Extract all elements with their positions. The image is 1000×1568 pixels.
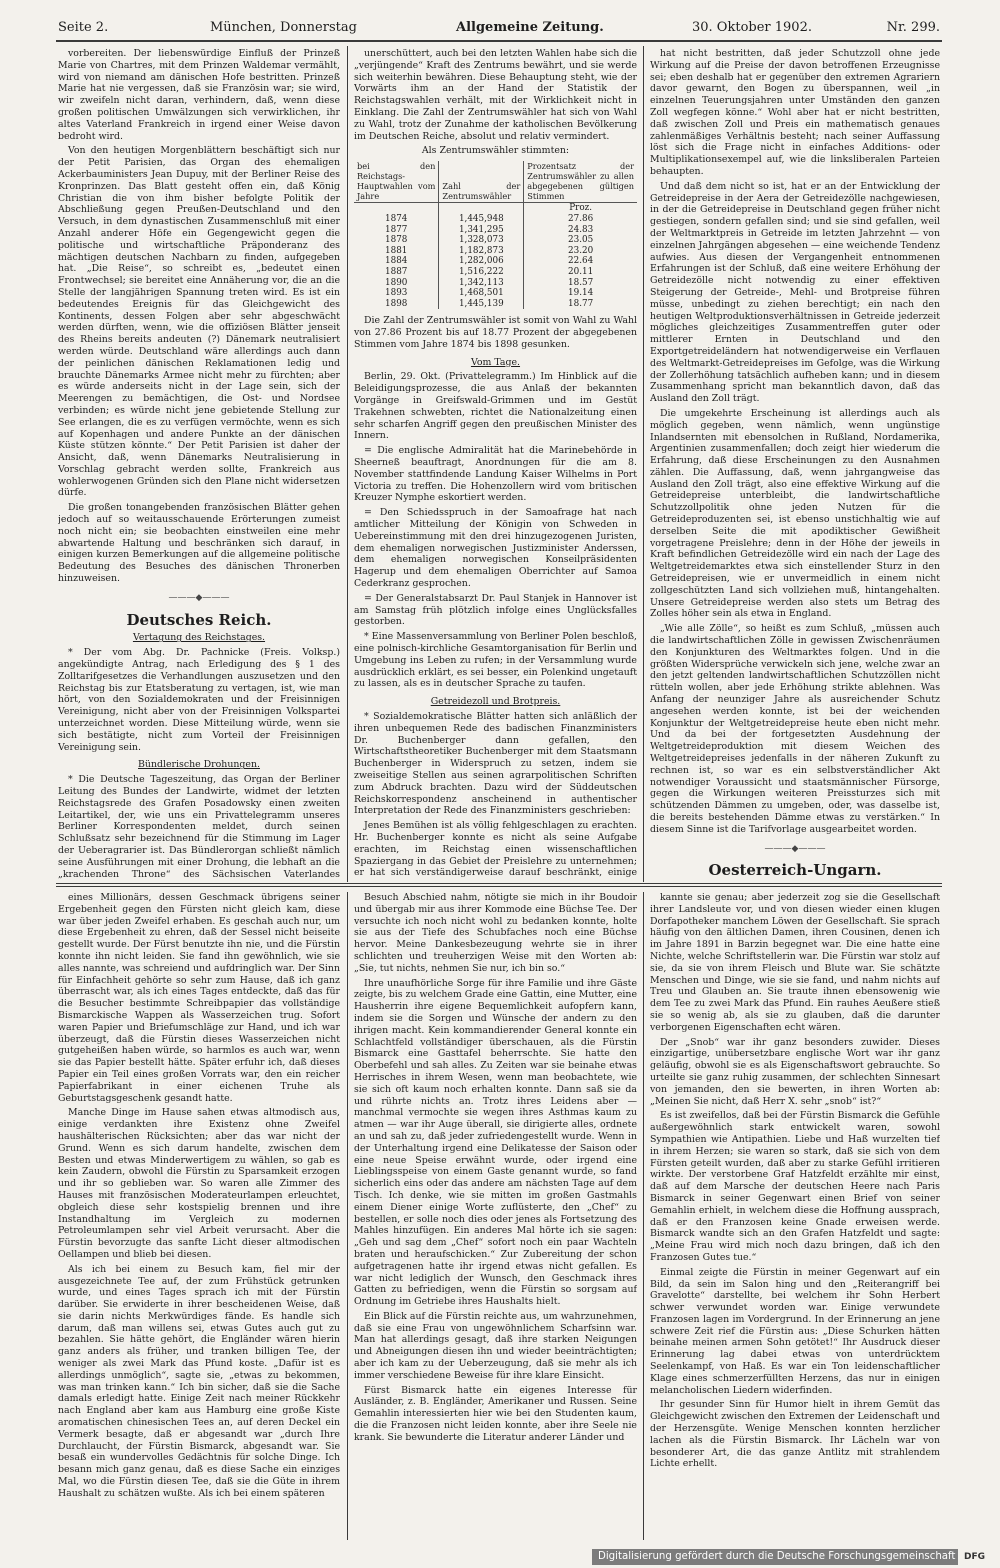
column-divider [347,46,348,882]
digitization-credit: Digitalisierung gefördert durch die Deutsche Forschungsgemeinschaft [592,1549,958,1565]
paragraph: eines Millionärs, dessen Geschmack übrigens seiner Ergebenheit gegen den Fürsten nicht gleich kam, diese war über jeden Zweifel erhaben. Es geschah auch nur, um diese Ergebenheit zu ehren, daß der Sessel nicht beiseite gestellt wurde. Der Fürst benutzte ihn nie, und die Fürstin konnte ihn nicht leiden. Sie fand ihn gewöhnlich, wie sie alles nannte, was schreiend und aufdringlich war. Der Sinn für Einfachheit gehörte so sehr zum Hause, daß ich ganz überrascht war, als ich eines Tages entdeckte, daß das für die Besucher bestimmte Schreibpapier das vollständige Bismarckische Wappen als Wasserzeichen trug. Sofort waren Papier und Briefumschläge zur Hand, und ich war überzeugt, daß die Fürstin dieses Wasserzeichen nicht gutgeheißen haben würde, so harmlos es auch war, wenn sie das Papier bestellt hätte. Später erfuhr ich, daß dieses Papier ein Teil eines großen Vorrats war, den ein reicher Papierfabrikant in einer eichenen Truhe als Geburtstagsgeschenk gesandt hatte. [58,892,340,1104]
section-ornament: ———◆——— [168,592,230,603]
table-cell: 1,182,873 [439,246,524,257]
feuilleton-column-3 [650,892,940,1540]
table-cell: 1,468,501 [439,288,524,299]
subheading: Getreidezoll und Brotpreis. [430,696,561,708]
table-cell: 23.05 [568,235,594,246]
table-row [354,225,637,236]
page-header [58,20,940,38]
paragraph: Von den heutigen Morgenblättern beschäftigt sich nur der Petit Parisien, das Organ des ehemaligen Ackerbauministers Jean Dupuy, mit der Berliner Reise des Kronprinzen. Das Blatt gesteht offen ein, daß König Christian die von ihm bisher befolgte Politik der Abschließung gegen Preußen-Deutschland und den Versuch, in dem dynastischen Zusammenschluß mit einer Anzahl anderer Höfe ein Gegengewicht gegen die politische und wirtschaftliche Präponderanz des mächtigen deutschen Nachbarn zu finden, aufgegeben hat. „Die Reise“, so schreibt es, „bedeutet einen Frontwechsel; sie bereitet eine Annäherung vor, die an die Stelle der langjährigen Spannung treten wird. Es ist ein bedeutendes Ereignis für das Gleichgewicht des Kontinents, dessen Folgen aber sehr abgeschwächt werden dürften, wenn, wie die offiziösen Blätter jenseit des Rheins bereits andeuten (?) Dänemark neutralisiert werden würde. Deutschland wäre allerdings auch dann der peinlichen dänischen Reklamationen ledig und brauchte Dänemarks Armee nicht mehr zu fürchten; aber es würde anderseits nicht in der Lage sein, sich der Meerengen zu bemächtigen, die Ost- und Nordsee verbinden; es würde nicht jene gebietende Stellung zur See erlangen, die es zu verfügen vermöchte, wenn es sich auf Kopenhagen und andere Punkte an der dänischen Küste stützen könnte.“ Der Petit Parisien ist daher der Ansicht, daß, wenn Dänemarks Neutralisierung in Vorschlag gebracht werden sollte, Frankreich aus wohlerwogenen Gründen sich den Plane nicht widersetzen dürfe. [58,145,340,499]
table-row [354,246,637,257]
paragraph: Einmal zeigte die Fürstin in meiner Gegenwart auf ein Bild, da sein im Salon hing und den „Reiterangriff bei Gravelotte“ darstellte, bei welchem ihr Sohn Herbert schwer verwundet worden war. Einige verwundete Franzosen lagen im Vordergrund. In der Erinnerung an jene schwere Zeit rief die Fürstin aus: „Diese Schurken hätten beinahe meinen armen Sohn getötet!“ Ihr Ausdruck dieser Erinnerung lag dabei etwas von unterdrücktem Seelenkampf, von Haß. Es war ein Ton leidenschaftlicher Klage eines schmerzerfüllten Herzens, das nur in einigen melancholischen Liedern widerfinden. [650,1266,940,1396]
paragraph: kannte sie genau; aber jederzeit zog sie die Gesellschaft ihrer Landsleute vor, und von diesen wieder einen klugen Dorfapotheker manchem Löwen der Gesellschaft. Sie sprach häufig von den ältlichen Damen, ihren Cousinen, denen ich im Jahre 1891 in Barzin begegnet war. Die eine hatte eine Nichte, welche Schriftstellerin war. Die Fürstin war stolz auf sie, da sie von ihrem Fleisch und Blute war. Sie schätzte Menschen und Dinge, wie sie sie fand, und nahm nichts auf Treu und Glauben an. Sie traute ihnen ebensowenig wie dem Tee zu zwei Mark das Pfund. Ein rauhes Aeußere stieß sie so wenig ab, als sie zu glauben, daß die darunter verborgenen Eigenschaften echt wären. [650,892,940,1033]
page-number: Seite 2. [58,20,109,35]
subheading: Bündlerische Drohungen. [138,759,260,771]
paragraph: * Eine Massenversammlung von Berliner Polen beschloß, eine polnisch-kirchliche Gesamtorganisation für Berlin und Umgebung ins Leben zu rufen; in der Versammlung wurde ausdrücklich erklärt, es sei besser, ein Polenkind ungetauft zu lassen, als es in deutscher Sprache zu taufen. [354,631,637,690]
voter-table [354,161,637,309]
newspaper-title: Allgemeine Zeitung. [456,20,604,35]
table-header: Prozentsatz der Zentrumswähler zu allen abgegebenen gültigen Stimmen [524,161,637,203]
table-cell: 1,445,948 [439,214,524,225]
table-cell: 1,342,113 [439,278,524,289]
table-cell: 1,445,139 [439,299,524,310]
table-row [354,256,637,267]
column-divider [643,892,644,1540]
paragraph: Als ich bei einem zu Besuch kam, fiel mir der ausgezeichnete Tee auf, der zum Frühstück getrunken wurde, und eines Tages sprach ich mit der Fürstin darüber. Sie erwiderte in ihrer bescheidenen Weise, daß sie darin nichts Merkwürdiges fände. Es handle sich darum, daß man willens sei, etwas Gutes auch gut zu bezahlen. Sie hätte gehört, die Engländer wären hierin ganz anders als früher, und tranken billigen Tee, der weniger als zwei Mark das Pfund koste. „Dafür ist es allerdings unmöglich“, sagte sie, „etwas zu bekommen, was man trinken kann.“ Ich bin sicher, daß sie die Sache damals erledigt hatte. Einige Zeit nach meiner Rückkehr nach England aber kam aus Hamburg eine große Kiste aromatischen chinesischen Tees an, auf deren Deckel ein Vermerk besagte, daß er abgesandt war „durch Ihre Durchlaucht, der Fürstin Bismarck, abgesandt war. Sie besaß ein wundervolles Gedächtnis für solche Dinge. Ich besann mich ganz genau, daß es diese Sache ein einziges Mal, wo die Fürstin diesen Tee, daß sie die Güte in ihrem Haushalt zu schätzen wußte. Als ich bei einem späteren [58,1263,340,1499]
paragraph: Es ist zweifellos, daß bei der Fürstin Bismarck die Gefühle außergewöhnlich stark entwickelt waren, sowohl Sympathien wie Antipathien. Liebe und Haß wurzelten tief in ihrem Herzen; sie waren so stark, daß sie sich von dem Fürsten geteilt wurden, daß aber zu starke Gefühl irritieren wirkte. Der verstorbene Graf Hatzfeldt erzählte mir einst, daß auf dem Marsche der deutschen Heere nach Paris Bismarck in seiner Gegenwart einen Brief von seiner Gemahlin erhielt, in welchem diese die Hoffnung aussprach, daß er den Franzosen keine Gnade erweisen werde. Bismarck wandte sich an den Grafen Hatzfeldt und sagte: „Meine Frau wird mich noch dazu bringen, daß ich den Franzosen Gutes tue.“ [650,1110,940,1263]
paragraph: vorbereiten. Der liebenswürdige Einfluß der Prinzeß Marie von Chartres, mit dem Prinzen Waldemar vermählt, wird von niemand am dänischen Hofe bestritten. Prinzeß Marie hat nie vergessen, daß sie Französin war; sie wird, wir zweifeln nicht daran, verhindern, daß, wenn diese großen politischen Umwälzungen sich verwirklichen, ihr altes Vaterland Frankreich in irgend einer Weise davon bedroht wird. [58,48,340,142]
paragraph: Ihr gesunder Sinn für Humor hielt in ihrem Gemüt das Gleichgewicht zwischen den Extremen der Leidenschaft und der Herzensgüte. Wenige Menschen konnten herzlicher lachen als die Fürstin Bismarck. Ihr Lächeln war von besonderer Art, die das ganze Antlitz mit strahlendem Lichte erhellt. [650,1399,940,1470]
table-cell: 1887 [354,267,439,278]
table-cell: 27.86 [568,213,594,224]
table-header: Zahl der Zentrumswähler [439,161,524,203]
table-row [354,267,637,278]
section-heading: Deutsches Reich. [126,610,272,629]
place-day: München, Donnerstag [210,20,357,35]
paragraph: = Den Schiedsspruch in der Samoafrage hat nach amtlicher Mitteilung der Königin von Schweden in Uebereinstimmung mit den drei hinzugezogenen Juristen, dem ehemaligen norwegischen Justizminister Anderssen, dem ehemaligen norwegischen Konseilpräsidenten Hagerup und dem ehemaligen Oberrichter auf Samoa Cederkranz gesprochen. [354,507,637,590]
article-column-2 [354,48,637,880]
paragraph: Der „Snob“ war ihr ganz besonders zuwider. Dieses einzigartige, unübersetzbare englische Wort war ihr ganz geläufig, obwohl sie es als Eigenschaftswort gebrauchte. So urteilte sie ganz ruhig zusammen, der schlechten Sinnesart von jemanden, den sie bewerten, in ihren Worten ab: „Meinen Sie nicht, daß Herr X. sehr „snob“ ist?“ [650,1036,940,1107]
paragraph: * Sozialdemokratische Blätter hatten sich anläßlich der ihren unbequemen Rede des badischen Finanzministers Dr. Buchenberger dann gefallen, den Wirtschaftstheoretiker Buchenberger mit dem Staatsmann Buchenberger in Widerspruch zu setzen, indem sie zweiseitige Stellen aus seinen agrarpolitischen Schriften zum Abdruck brachten. Dazu wird der Süddeutschen Reichskorrespondenz anscheinend in authentischer Interpretation der Rede des Finanzministers geschrieben: [354,711,637,817]
paragraph: hat nicht bestritten, daß jeder Schutzzoll ohne jede Wirkung auf die Preise der davon betroffenen Erzeugnisse sei; eben deshalb hat er gegenüber den extremen Agrariern davor gewarnt, den Bogen zu überspannen, weil „in einzelnen Teuerungsjahren unter Umständen den ganzen Zoll wegfegen könne.“ Wohl aber hat er nicht bestritten, daß zwischen Zoll und Preis ein mathematisch genaues zahlenmäßiges Verhältnis besteht; nach seiner Auffassung löst sich die Frage nicht in einfaches Additions- oder Multiplikationsexempel auf, wie die linksliberalen Parteien behaupten. [650,48,940,177]
article-column-1 [58,48,340,880]
table-row [354,235,637,246]
table-cell: 1,328,073 [439,235,524,246]
paragraph: Besuch Abschied nahm, nötigte sie mich in ihr Boudoir und übergab mir aus ihrer Kommode eine Büchse Tee. Der versuchte ich noch nicht wohl zu bedanken konnte, holte sie aus der Tiefe des Schubfaches noch eine Büchse hervor. Meine Dankesbezeugung wehrte sie in ihrer schlichten und treuherzigen Weise mit den Worten ab: „Sie, tut nichts, nehmen Sie nur, ich bin so.“ [354,892,637,974]
section-heading: Oesterreich-Ungarn. [708,861,882,880]
column-divider [643,46,644,882]
paragraph: unerschüttert, auch bei den letzten Wahlen habe sich die „verjüngende“ Kraft des Zentrums bewährt, und sie werde sich weiterhin bewähren. Diese Behauptung steht, wie der Vorwärts ihm an der Hand der Statistik der Reichstagswahlen verhält, mit der Wirklichkeit nicht in Einklang. Die Zahl der Zentrumswähler hat sich von Wahl zu Wahl, trotz der Zunahme der katholischen Bevölkerung im Deutschen Reiche, absolut und relativ vermindert. [354,48,637,142]
issue-date: 30. Oktober 1902. [692,20,812,35]
table-cell: 1877 [354,225,439,236]
feuilleton-column-1 [58,892,340,1540]
table-cell: 22.64 [568,256,594,267]
table-cell: 1881 [354,246,439,257]
table-cell: 18.57 [568,277,594,288]
paragraph: Die großen tonangebenden französischen Blätter gehen jedoch auf so weitausschauende Erörterungen zumeist noch nicht ein; sie beobachten einstweilen eine mehr abwartende Haltung und beschränken sich darauf, in einigen kurzen Bemerkungen auf die allgemeine politische Bedeutung des Besuches des dänischen Thronerben hinzuweisen. [58,502,340,585]
table-row [354,214,637,225]
table-cell: 19.14 [568,288,594,299]
paragraph: * Der vom Abg. Dr. Pachnicke (Freis. Volksp.) angekündigte Antrag, nach Erledigung des § 1 des Zolltarifgesetzes die Verhandlungen auszusetzen und den Reichstag bis zur Etatsberatung zu vertagen, ist, wie man hört, von den Sozialdemokraten und der Freisinnigen Vereinigung, nicht aber von der Freisinnigen Volkspartei unterzeichnet worden. Diese Mitteilung würde, wenn sie sich bestätigte, nicht zum Vorteil der Freisinnigen Vereinigung sein. [58,647,340,753]
table-header: bei den Reichstags-Hauptwahlen vom Jahre [354,161,439,203]
section-ornament: ———◆——— [764,843,826,854]
paragraph: Berlin, 29. Okt. (Privattelegramm.) Im Hinblick auf die Beleidigungsprozesse, die aus Anlaß der bekannten Vorgänge in Greifswald-Grimmen und im Gestüt Trakehnen schwebten, richtet die Nationalzeitung einen sehr scharfen Angriff gegen den preußischen Minister des Innern. [354,371,637,442]
paragraph: Und daß dem nicht so ist, hat er an der Entwicklung der Getreidepreise in der Aera der Getreidezölle nachgewiesen, in der die Getreidepreise in Deutschland gegen früher nicht gestiegen, sondern gefallen sind; und sie sind gefallen, weil der Weltmarktpreis in Getreide im letzten Jahrzehnt — von einzelnen Jahrgängen abgesehen — eine weichende Tendenz aufwies. Aus diesen der Vergangenheit entnommenen Erfahrungen ist der Schluß, daß eine weitere Erhöhung der Getreidezölle nicht notwendig zu einer effektiven Steigerung der Getreide-, Mehl- und Brotpreise führen müsse, unbedingt zu ziehen berechtigt; ein nach den heutigen Weltproduktionsverhältnissen in Getreide jederzeit mögliches gleichzeitiges Zusammentreffen guter oder mittlerer Ernten in Deutschland und den Exportgetreideländern hat notwendigerweise ein Verflauen des Weltmarkt-Getreidepreises im Gefolge, was die Wirkung der Zollerhöhung tatsächlich aufheben kann; und in diesem Zusammenhang spricht man bekanntlich davon, daß das Ausland den Zoll trägt. [650,180,940,405]
table-cell: 1874 [354,214,439,225]
table-row [354,288,637,299]
table-cell: 1898 [354,299,439,310]
header-rule [56,40,942,42]
table-row [354,299,637,310]
subheading: Vom Tage. [470,356,521,368]
column-divider [347,892,348,1540]
paragraph: Ihre unaufhörliche Sorge für ihre Familie und ihre Gäste zeigte, bis zu welchem Grade eine Gattin, eine Mutter, eine Hausherrin ihre eigene Bequemlichkeit aufopfern kann, indem sie die Sorgen und Wünsche der andern zu den ihrigen macht. Kein kommandierender General konnte ein Schlachtfeld vollständiger überschauen, als die Fürstin Bismarck eine Gasttafel beherrschte. Sie hatte den Oberbefehl und sah alles. Zu Zeiten war sie beinahe etwas Herrisches in ihrem Wesen, wenn man beobachtete, wie sie sich oft kaum noch erhalten konnte. Dann saß sie da und rührte nichts an. Trotz ihres Leidens aber — manchmal vermochte sie wegen ihres Asthmas kaum zu atmen — war ihr Auge überall, sie dirigierte alles, ordnete an und sah zu, daß jeder zufriedengestellt wurde. Wenn in der Unterhaltung irgend eine Delikatesse der Saison oder eine neue Speise erwähnt wurde, oder irgend eine Lieblingsspeise von einem Gaste genannt wurde, so fand sicherlich eins oder das andere am nächsten Tage auf dem Tisch. Ich denke, wie sie mitten im großen Gastmahls einem Diener einige Worte zuflüsterte, den „Chef“ zu bestellen, er solle noch dies oder jenes als Fortsetzung des Mahles hinzufügen. Ein anderes Mal hörte ich sie sagen: „Geh und sag dem „Chef“ sofort noch ein paar Wachteln braten und heraufschicken.“ Zur Zubereitung der schon aufgetragenen hatte ihr irgend etwas nicht gefallen. Es war nicht lediglich der Wunsch, den Geschmack ihres Gatten zu befriedigen, wenn die Fürstin so sorgsam auf Ordnung im Getriebe ihres Haushalts hielt. [354,977,637,1308]
table-unit: Proz. [569,203,593,214]
feuilleton-column-2 [354,892,637,1540]
dfg-logo: DFG [964,1552,986,1562]
table-cell: 1890 [354,278,439,289]
paragraph: Fürst Bismarck hatte ein eigenes Interesse für Ausländer, z. B. Engländer, Amerikaner und Russen. Seine Gemahlin interessierten hier wie bei den Studenten kaum, die die Franzosen nicht leiden konnte, aber ihre Seele nie krank. Sie bewunderte die Literatur anderer Länder und [354,1384,637,1443]
paragraph: Manche Dinge im Hause sahen etwas altmodisch aus, einige verdankten ihre Existenz ohne Zweifel haushälterischen Rücksichten; aber das war nicht der Grund. Wenn es sich darum handelte, zwischen dem Besten und etwas Minderwertigem zu wählen, so gab es kein Zaudern, obwohl die Fürstin zu Sparsamkeit erzogen und ihr so geblieben war. So waren alle Zimmer des Hauses mit französischen Moderateurlampen erleuchtet, obgleich diese sehr kostspielig brennen und ihre Instandhaltung im Vergleich zu modernen Petroleumlampen sehr viel Arbeit verursacht. Aber die Fürstin bevorzugte das sanfte Licht dieser altmodischen Oellampen und blieb bei diesen. [58,1107,340,1260]
feuilleton-rule [56,883,942,884]
paragraph: * Die Deutsche Tageszeitung, das Organ der Berliner Leitung des Bundes der Landwirte, widmet der letzten Reichstagsrede des Grafen Posadowsky einen zweiten Leitartikel, der, wie uns ein Privattelegramm unseres Berliner Korrespondenten meldet, durch seinen Schlußsatz sehr bezeichnend für die Stimmung im Lager der Ueberagrarier ist. Das Bündlerorgan schließt nämlich seine Ausführungen mit einer Drohung, die lebhaft an die „krachenden Throne“ des Sächsischen Vaterlandes [58,774,340,880]
feuilleton-rule [56,886,942,887]
paragraph: „Wie alle Zölle“, so heißt es zum Schluß, „müssen auch die landwirtschaftlichen Zölle in gewissen Zwischenräumen den Konjunkturen des Weltmarktes folgen. Und in die größten Widersprüche verwickeln sich jene, welche zwar an den jetzt geltenden landwirtschaftlichen Schutzzöllen nicht rütteln wollen, aber jede Erhöhung strikte ablehnen. Was Anfang der neunziger Jahre als ausreichender Schutz angesehen werden konnte, ist bei der weichenden Konjunktur der Weltgetreidepreise heute eben nicht mehr. Und da bei der fortgesetzten Ausdehnung der Weltgetreideproduktion mit diesem Weichen des Weltgetreidepreises jedenfalls in der näheren Zukunft zu rechnen ist, so war es ein selbstverständlicher Akt notwendiger Voraussicht und staatsmännischer Fürsorge, gegen die Wirkungen weiteren Preissturzes sich mit schützenden Dämmen zu umgeben, oder, was dasselbe ist, die bereits bestehenden Dämme etwas zu verstärken.“ In diesem Sinne ist die Tarifvorlage ausgearbeitet worden. [650,623,940,835]
paragraph: Die umgekehrte Erscheinung ist allerdings auch als möglich gegeben, wenn nämlich, wenn ungünstige Inlandsernten mit ebensolchen in Rußland, Nordamerika, Argentinien zusammenfallen; doch zeigt hier wiederum die Erfahrung, daß diese Erscheinungen zu den Ausnahmen zählen. Die Auffassung, daß, wenn jahrgangweise das Ausland den Zoll trägt, also eine effektive Wirkung auf die Getreidepreise unterbleibt, die landwirtschaftliche Schutzzollpolitik ohne jeden Nutzen für die Getreideproduzenten sei, ist ebenso unstichhaltig wie auf derselben Seite die mit apodiktischer Gewißheit vorgetragene Preislehre; denn in der Höhe der jeweils in Kraft befindlichen Getreidezölle wird ein nach der Lage des Weltgetreidemarktes etwa sich einstellender Sturz in den Getreidepreisen, wie er unvermeidlich in einem nicht zollgeschützten Land sich vollziehen muß, hintangehalten. Unsere Getreidepreise werden also stets um Betrag des Zolles höher sein als etwa in England. [650,407,940,620]
table-cell: 1,341,295 [439,225,524,236]
paragraph: = Die englische Admiralität hat die Marinebehörde in Sheerneß beauftragt, Anordnungen für die am 8. November stattfindende Landung Kaiser Wilhelms in Port Victoria zu treffen. Die Hohenzollern wird vom britischen Kreuzer Nymphe eskortiert werden. [354,445,637,504]
table-cell: 20.11 [568,266,594,277]
table-row [354,278,637,289]
table-cell: 23.20 [568,245,594,256]
subheading: Vertagung des Reichstages. [132,632,266,644]
paragraph: Jenes Bemühen ist als völlig fehlgeschlagen zu erachten. Hr. Buchenberger konnte es nicht als seine Aufgabe erachten, im Reichstag einen wissenschaftlichen Spaziergang in das Gebiet der Preislehre zu unternehmen; er hat sich verständigerweise darauf beschränkt, einige [354,820,637,879]
table-cell: 1,516,222 [439,267,524,278]
paragraph: = Der Generalstabsarzt Dr. Paul Stanjek in Hannover ist am Samstag früh plötzlich infolge eines Unglücksfalles gestorben. [354,592,637,628]
paragraph: Ein Blick auf die Fürstin reichte aus, um wahrzunehmen, daß sie eine Frau von ungewöhnlichem Scharfsinn war. Man hat allerdings gesagt, daß ihre starken Neigungen und Abneigungen diesen ihn und wieder beeinträchtigten; aber ich kam zu der Ueberzeugung, daß sie mehr als ich immer verschiedene Beweise für ihre klare Einsicht. [354,1310,637,1381]
table-cell: 1,282,006 [439,256,524,267]
table-cell: 1878 [354,235,439,246]
article-column-3 [650,48,940,880]
table-body [354,203,637,309]
table-cell: 1884 [354,256,439,267]
paragraph: Die Zahl der Zentrumswähler ist somit von Wahl zu Wahl von 27.86 Prozent bis auf 18.77 Prozent der abgegebenen Stimmen vom Jahre 1874 bis 1898 gesunken. [354,315,637,350]
table-cell: 24.83 [568,224,594,235]
table-caption: Als Zentrumswähler stimmten: [421,145,570,157]
table-cell: 18.77 [568,298,594,309]
issue-number: Nr. 299. [886,20,940,35]
table-cell: 1893 [354,288,439,299]
